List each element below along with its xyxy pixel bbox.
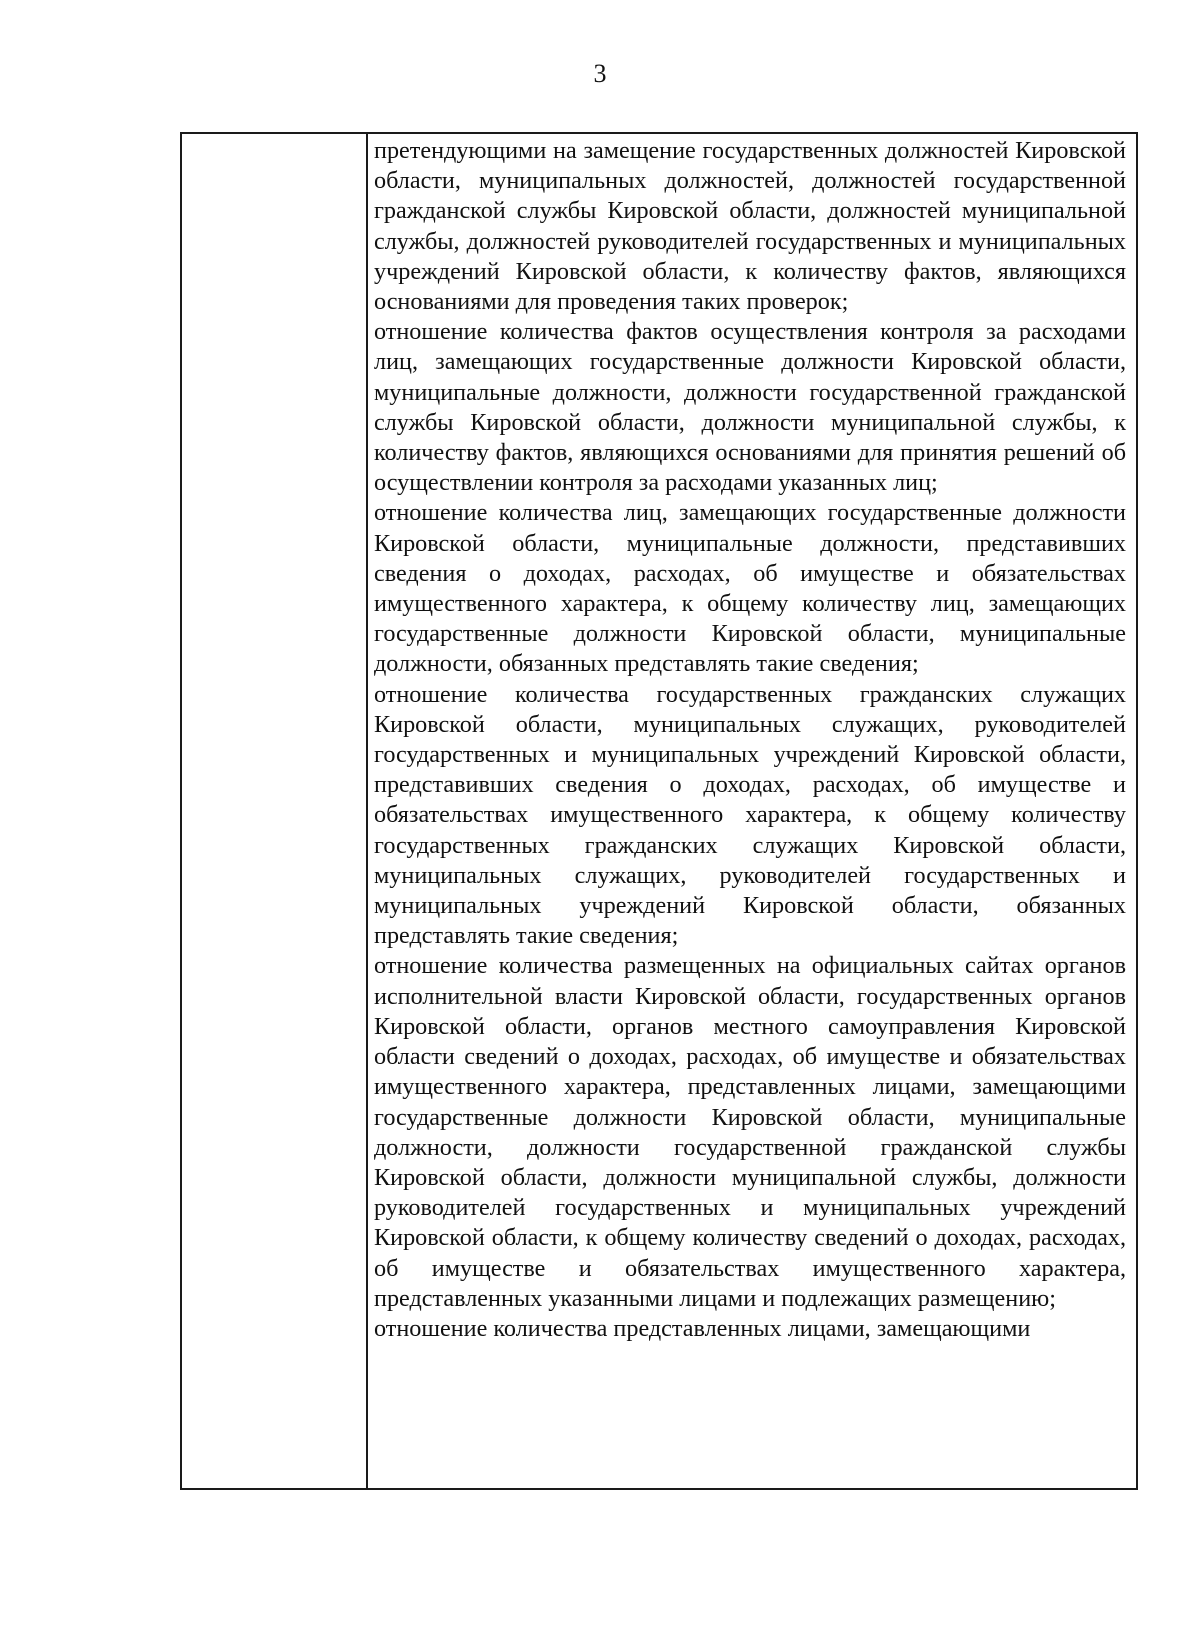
table-cell-left xyxy=(182,134,368,1488)
table-cell-right xyxy=(368,134,1136,1488)
paragraph-continued: отношение количества представленных лицами, замещающими xyxy=(374,1314,1031,1342)
paragraph-inspections: претендующими на замещение государственных должностей Кировской области, муниципальных должностей, должностей государственной гражданской службы Кировской области, должностей муниципальной службы, должностей руководителей государственных и муниципальных учреждений Кировской области, к количеству фактов, являющихся основаниями для проведения таких проверок; xyxy=(374,137,1126,316)
page-number: 3 xyxy=(593,59,607,88)
paragraph-officials-declarations: отношение количества лиц, замещающих государственные должности Кировской области, муниципальные должности, представивших сведения о доходах, расходах, об имуществе и обязательствах имущественного характера, к общему количеству лиц, замещающих государственные должности Кировской области, муниципальные должности, обязанных представлять такие сведения; xyxy=(374,499,1126,678)
paragraph-servants-declarations: отношение количества государственных гражданских служащих Кировской области, муниципальных служащих, руководителей государственных и муниципальных учреждений Кировской области, представивших сведения о доходах, расходах, об имуществе и обязательствах имущественного характера, к общему количеству государственных гражданских служащих Кировской области, муниципальных служащих, руководителей государственных и муниципальных учреждений Кировской области, обязанных представлять такие сведения; xyxy=(374,680,1126,950)
document-table xyxy=(180,132,1138,1490)
paragraph-published-declarations: отношение количества размещенных на официальных сайтах органов исполнительной власти Кировской области, государственных органов Кировской области, органов местного самоуправления Кировской области сведений о доходах, расходах, об имуществе и обязательствах имущественного характера, представленных лицами, замещающими государственные должности Кировской области, муниципальные должности, должности государственной гражданской службы Кировской области, должности муниципальной службы, должности руководителей государственных и муниципальных учреждений Кировской области, к общему количеству сведений о доходах, расходах, об имуществе и обязательствах имущественного характера, представленных указанными лицами и подлежащих размещению; xyxy=(374,952,1126,1312)
paragraph-expense-control: отношение количества фактов осуществления контроля за расходами лиц, замещающих государственные должности Кировской области, муниципальные должности, должности государственной гражданской службы Кировской области, должности муниципальной службы, к количеству фактов, являющихся основаниями для принятия решений об осуществлении контроля за расходами указанных лиц; xyxy=(374,318,1126,497)
